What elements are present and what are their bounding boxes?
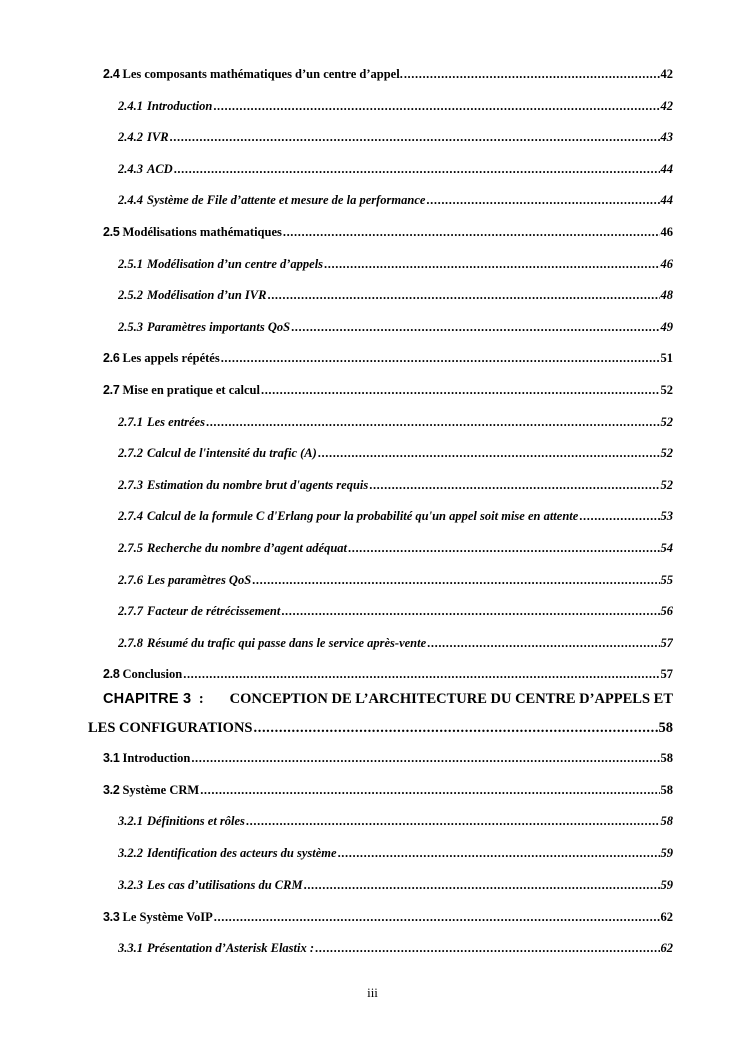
toc-entry-number: 2.4 (103, 67, 120, 81)
toc-entry-title: Identification des acteurs du système (147, 846, 337, 861)
toc-entry-page: 52 (660, 414, 673, 429)
toc-entry-page: 44 (660, 193, 673, 208)
toc-entry-number: 2.7.8 (118, 635, 143, 650)
toc-entry-title: Paramètres importants QoS (147, 319, 291, 334)
toc-entry-page: 58 (660, 782, 673, 797)
toc-entry-number: 3.2 (103, 782, 120, 797)
toc-entry-number: 2.4.4 (118, 193, 143, 208)
dot-leader (213, 99, 659, 114)
toc-entry-page: 43 (660, 130, 673, 145)
toc-entry[interactable] (118, 941, 673, 956)
toc-entry-number: 3.3 (103, 909, 120, 924)
toc-entry-number: 3.2.3 (118, 877, 143, 892)
dot-leader (291, 320, 659, 335)
toc-entry[interactable] (103, 67, 673, 82)
toc-entry-title: Calcul de la formule C d'Erlang pour la probabilité qu'un appel soit mise en attente (147, 509, 579, 524)
toc-entry-page: 59 (660, 846, 673, 861)
dot-leader (261, 383, 660, 398)
toc-entry-title: Résumé du trafic qui passe dans le service après-vente (147, 635, 427, 650)
toc-entry[interactable] (118, 446, 673, 461)
toc-entry[interactable] (118, 130, 673, 145)
dot-leader (283, 225, 660, 240)
toc-entry-number: 2.5.1 (118, 256, 143, 271)
toc-entry[interactable] (118, 288, 673, 303)
toc-entry-page: 42 (660, 98, 673, 113)
toc-entry-title: Les paramètres QoS (147, 572, 252, 587)
dot-leader (267, 288, 659, 303)
dot-leader (348, 541, 660, 556)
chapter-heading-line2 (88, 720, 673, 737)
toc-entry-title: Estimation du nombre brut d'agents requis (147, 477, 369, 492)
toc-entry[interactable] (118, 509, 673, 524)
toc-entry[interactable] (103, 667, 673, 682)
toc-entry-number: 2.8 (103, 667, 120, 682)
toc-entry-title: ACD (147, 161, 173, 176)
toc-entry-title: Les entrées (147, 414, 205, 429)
toc-entry-page: 52 (660, 383, 673, 397)
toc-entry-number: 2.7.1 (118, 414, 143, 429)
toc-entry-page: 52 (660, 477, 673, 492)
toc-entry-number: 2.7.6 (118, 572, 143, 587)
dot-leader (426, 193, 659, 208)
toc-entry[interactable] (118, 636, 673, 651)
toc-entry-title: Modélisation d’un centre d’appels (147, 256, 324, 271)
toc-entry-number: 3.3.1 (118, 941, 143, 956)
toc-entry[interactable] (118, 99, 673, 114)
toc-entry-page: 52 (660, 446, 673, 461)
toc-entry[interactable] (118, 541, 673, 556)
toc-entry[interactable] (103, 751, 673, 766)
toc-entry-page: 54 (660, 541, 673, 555)
toc-entry[interactable] (118, 193, 673, 208)
dot-leader (427, 636, 659, 651)
dot-leader (304, 878, 660, 893)
toc-entry-number: 2.7.3 (118, 477, 143, 492)
toc-entry[interactable] (118, 162, 673, 177)
toc-entry-page: 59 (660, 877, 673, 892)
dot-leader (214, 910, 660, 925)
toc-entry[interactable] (118, 878, 673, 893)
dot-leader (191, 751, 659, 766)
toc-entry[interactable] (118, 604, 673, 619)
chapter-page-number: 58 (658, 720, 673, 736)
dot-leader (404, 67, 660, 82)
dot-leader (254, 720, 658, 737)
toc-entry-title: IVR (147, 130, 169, 145)
toc-entry-number: 2.7.2 (118, 446, 143, 461)
toc-entry[interactable] (118, 415, 673, 430)
toc-entry-number: 2.5.3 (118, 319, 143, 334)
toc-entry-title: Modélisation d’un IVR (147, 288, 267, 303)
toc-entry-page: 51 (660, 351, 673, 366)
toc-entry-number: 2.6 (103, 351, 120, 366)
toc-entry-page: 53 (660, 509, 673, 524)
toc-entry-title: Calcul de l'intensité du trafic (A) (147, 446, 317, 461)
page-number-footer: iii (367, 985, 378, 1000)
toc-entry[interactable] (103, 383, 673, 398)
dot-leader (369, 478, 659, 493)
toc-entry[interactable] (118, 814, 673, 829)
toc-entry-title: Introduction (147, 98, 213, 113)
toc-entry-page: 57 (660, 667, 673, 682)
dot-leader (315, 941, 659, 956)
toc-entry-number: 2.7.7 (118, 604, 143, 619)
toc-entry-title: Présentation d’Asterisk Elastix : (147, 941, 315, 956)
toc-entry[interactable] (118, 573, 673, 588)
dot-leader (174, 162, 660, 177)
dot-leader (579, 509, 659, 524)
toc-entry[interactable] (118, 320, 673, 335)
toc-entry-number: 2.5.2 (118, 288, 143, 303)
chapter-heading-line1 (103, 691, 673, 708)
toc-entry[interactable] (103, 225, 673, 240)
dot-leader (324, 257, 659, 272)
chapter-label-group (103, 691, 204, 708)
toc-entry-page: 49 (660, 319, 673, 334)
toc-entry-page: 62 (660, 909, 673, 924)
toc-entry-page: 62 (660, 941, 673, 956)
toc-entry-title: Modélisations mathématiques (122, 225, 282, 239)
toc-entry-page: 44 (660, 161, 673, 176)
toc-entry-number: 2.4.1 (118, 98, 143, 113)
toc-entry-title: Définitions et rôles (147, 814, 245, 829)
dot-leader (252, 573, 659, 588)
toc-entry-title: Facteur de rétrécissement (147, 604, 281, 619)
toc-entry-page: 58 (660, 751, 673, 765)
dot-leader (281, 604, 659, 619)
toc-entry-number: 2.7 (103, 383, 120, 397)
toc-entry-number: 3.2.1 (118, 814, 143, 829)
toc-entry-title: Les cas d’utilisations du CRM (147, 877, 303, 892)
toc-entry-page: 55 (660, 572, 673, 587)
dot-leader (338, 846, 660, 861)
toc-entry-title: Introduction (122, 751, 191, 765)
toc-entry-page: 46 (660, 256, 673, 271)
toc-entry-number: 2.5 (103, 225, 120, 239)
toc-entry[interactable] (103, 351, 673, 366)
toc-entry-title: Système de File d’attente et mesure de la performance (147, 193, 426, 208)
chapter-title-line2: LES CONFIGURATIONS (88, 720, 253, 736)
dot-leader (206, 415, 660, 430)
toc-entry-number: 2.7.5 (118, 541, 143, 555)
toc-entry-title: Le Système VoIP (122, 909, 213, 924)
toc-entry[interactable] (103, 910, 673, 925)
toc-entry-title: Les composants mathématiques d’un centre d’appel. (122, 67, 403, 81)
toc-entry-number: 2.4.2 (118, 130, 143, 145)
toc-entry-page: 46 (660, 225, 673, 239)
toc-entry-title: Recherche du nombre d’agent adéquat (147, 541, 347, 555)
toc-entry-page: 42 (660, 67, 673, 81)
dot-leader (170, 130, 660, 145)
dot-leader (318, 446, 660, 461)
toc-entry-title: Les appels répétés (122, 351, 220, 366)
dot-leader (246, 814, 660, 829)
toc-entry-page: 56 (660, 604, 673, 619)
toc-entry[interactable] (118, 257, 673, 272)
toc-entry-page: 58 (660, 814, 673, 829)
toc-entry[interactable] (118, 846, 673, 861)
toc-entry-title: Système CRM (122, 782, 200, 797)
chapter-colon: : (198, 691, 204, 707)
toc-entry-number: 3.1 (103, 751, 120, 765)
toc-entry-title: Conclusion (122, 667, 183, 682)
toc-entry-page: 48 (660, 288, 673, 303)
toc-entry[interactable] (118, 478, 673, 493)
toc-entry-page: 57 (660, 635, 673, 650)
dot-leader (183, 667, 659, 682)
dot-leader (221, 351, 660, 366)
toc-entry-number: 2.7.4 (118, 509, 143, 524)
toc-entry[interactable] (103, 783, 673, 798)
toc-entry-number: 2.4.3 (118, 161, 143, 176)
toc-entry-title: Mise en pratique et calcul (122, 383, 260, 397)
chapter-title-line1: CONCEPTION DE L’ARCHITECTURE DU CENTRE D’APPELS ET (229, 691, 673, 707)
toc-entry-number: 3.2.2 (118, 846, 143, 861)
dot-leader (200, 783, 659, 798)
chapter-label: CHAPITRE 3 (103, 691, 192, 707)
